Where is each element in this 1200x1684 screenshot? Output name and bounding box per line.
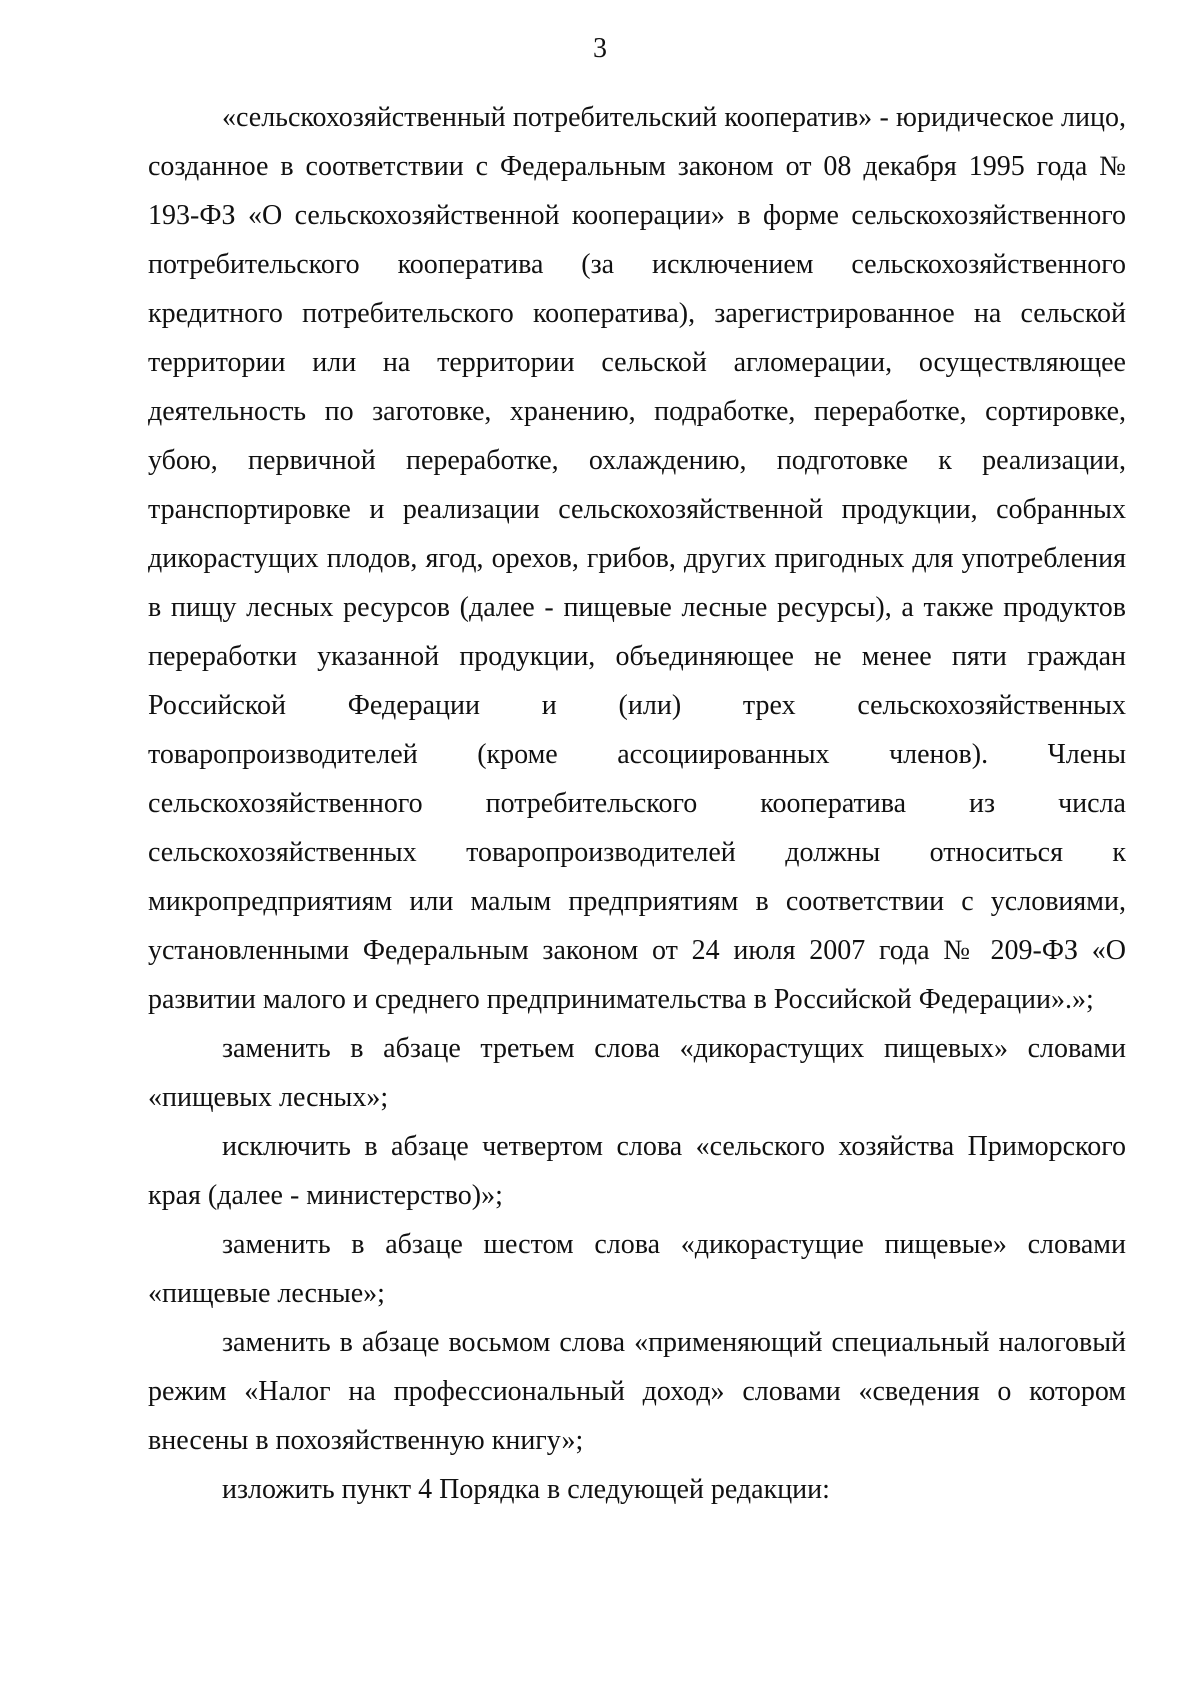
paragraph-replace-paragraph-six: заменить в абзаце шестом слова «дикорастущие пищевые» словами «пищевые лесные»;: [148, 1229, 1126, 1309]
paragraph-replace-paragraph-eight: заменить в абзаце восьмом слова «применяющий специальный налоговый режим «Налог на профессиональный доход» словами «сведения о котором внесены в похозяйственную книгу»;: [148, 1327, 1126, 1456]
paragraph-restate-point-four: изложить пункт 4 Порядка в следующей редакции:: [222, 1474, 830, 1505]
paragraph-cooperative-definition: «сельскохозяйственный потребительский кооператив» - юридическое лицо, созданное в соответствии с Федеральным законом от 08 декабря 1995 года № 193-ФЗ «О сельскохозяйственной кооперации» в форме сельскохозяйственного потребительского кооператива (за исключением сельскохозяйственного кредитного потребительского кооператива), зарегистрированное на сельской территории или на территории сельской агломерации, осуществляющее деятельность по заготовке, хранению, подработке, переработке, сортировке, убою, первичной переработке, охлаждению, подготовке к реализации, транспортировке и реализации сельскохозяйственной продукции, собранных дикорастущих плодов, ягод, орехов, грибов, других пригодных для употребления в пищу лесных ресурсов (далее - пищевые лесные ресурсы), а также продуктов переработки указанной продукции, объединяющее не менее пяти граждан Российской Федерации и (или) трех сельскохозяйственных товаропроизводителей (кроме ассоциированных членов). Члены сельскохозяйственного потребительского кооператива из числа сельскохозяйственных товаропроизводителей должны относиться к микропредприятиям или малым предприятиям в соответствии с условиями, установленными Федеральным законом от 24 июля 2007 года № 209-ФЗ «О развитии малого и среднего предпринимательства в Российской Федерации».»;: [148, 102, 1126, 1015]
paragraph-exclude-paragraph-four: исключить в абзаце четвертом слова «сельского хозяйства Приморского края (далее - министерство)»;: [148, 1131, 1126, 1211]
paragraph-replace-paragraph-three: заменить в абзаце третьем слова «дикорастущих пищевых» словами «пищевых лесных»;: [148, 1033, 1126, 1113]
document-body: [148, 93, 1126, 1514]
page-number: 3: [593, 33, 607, 64]
